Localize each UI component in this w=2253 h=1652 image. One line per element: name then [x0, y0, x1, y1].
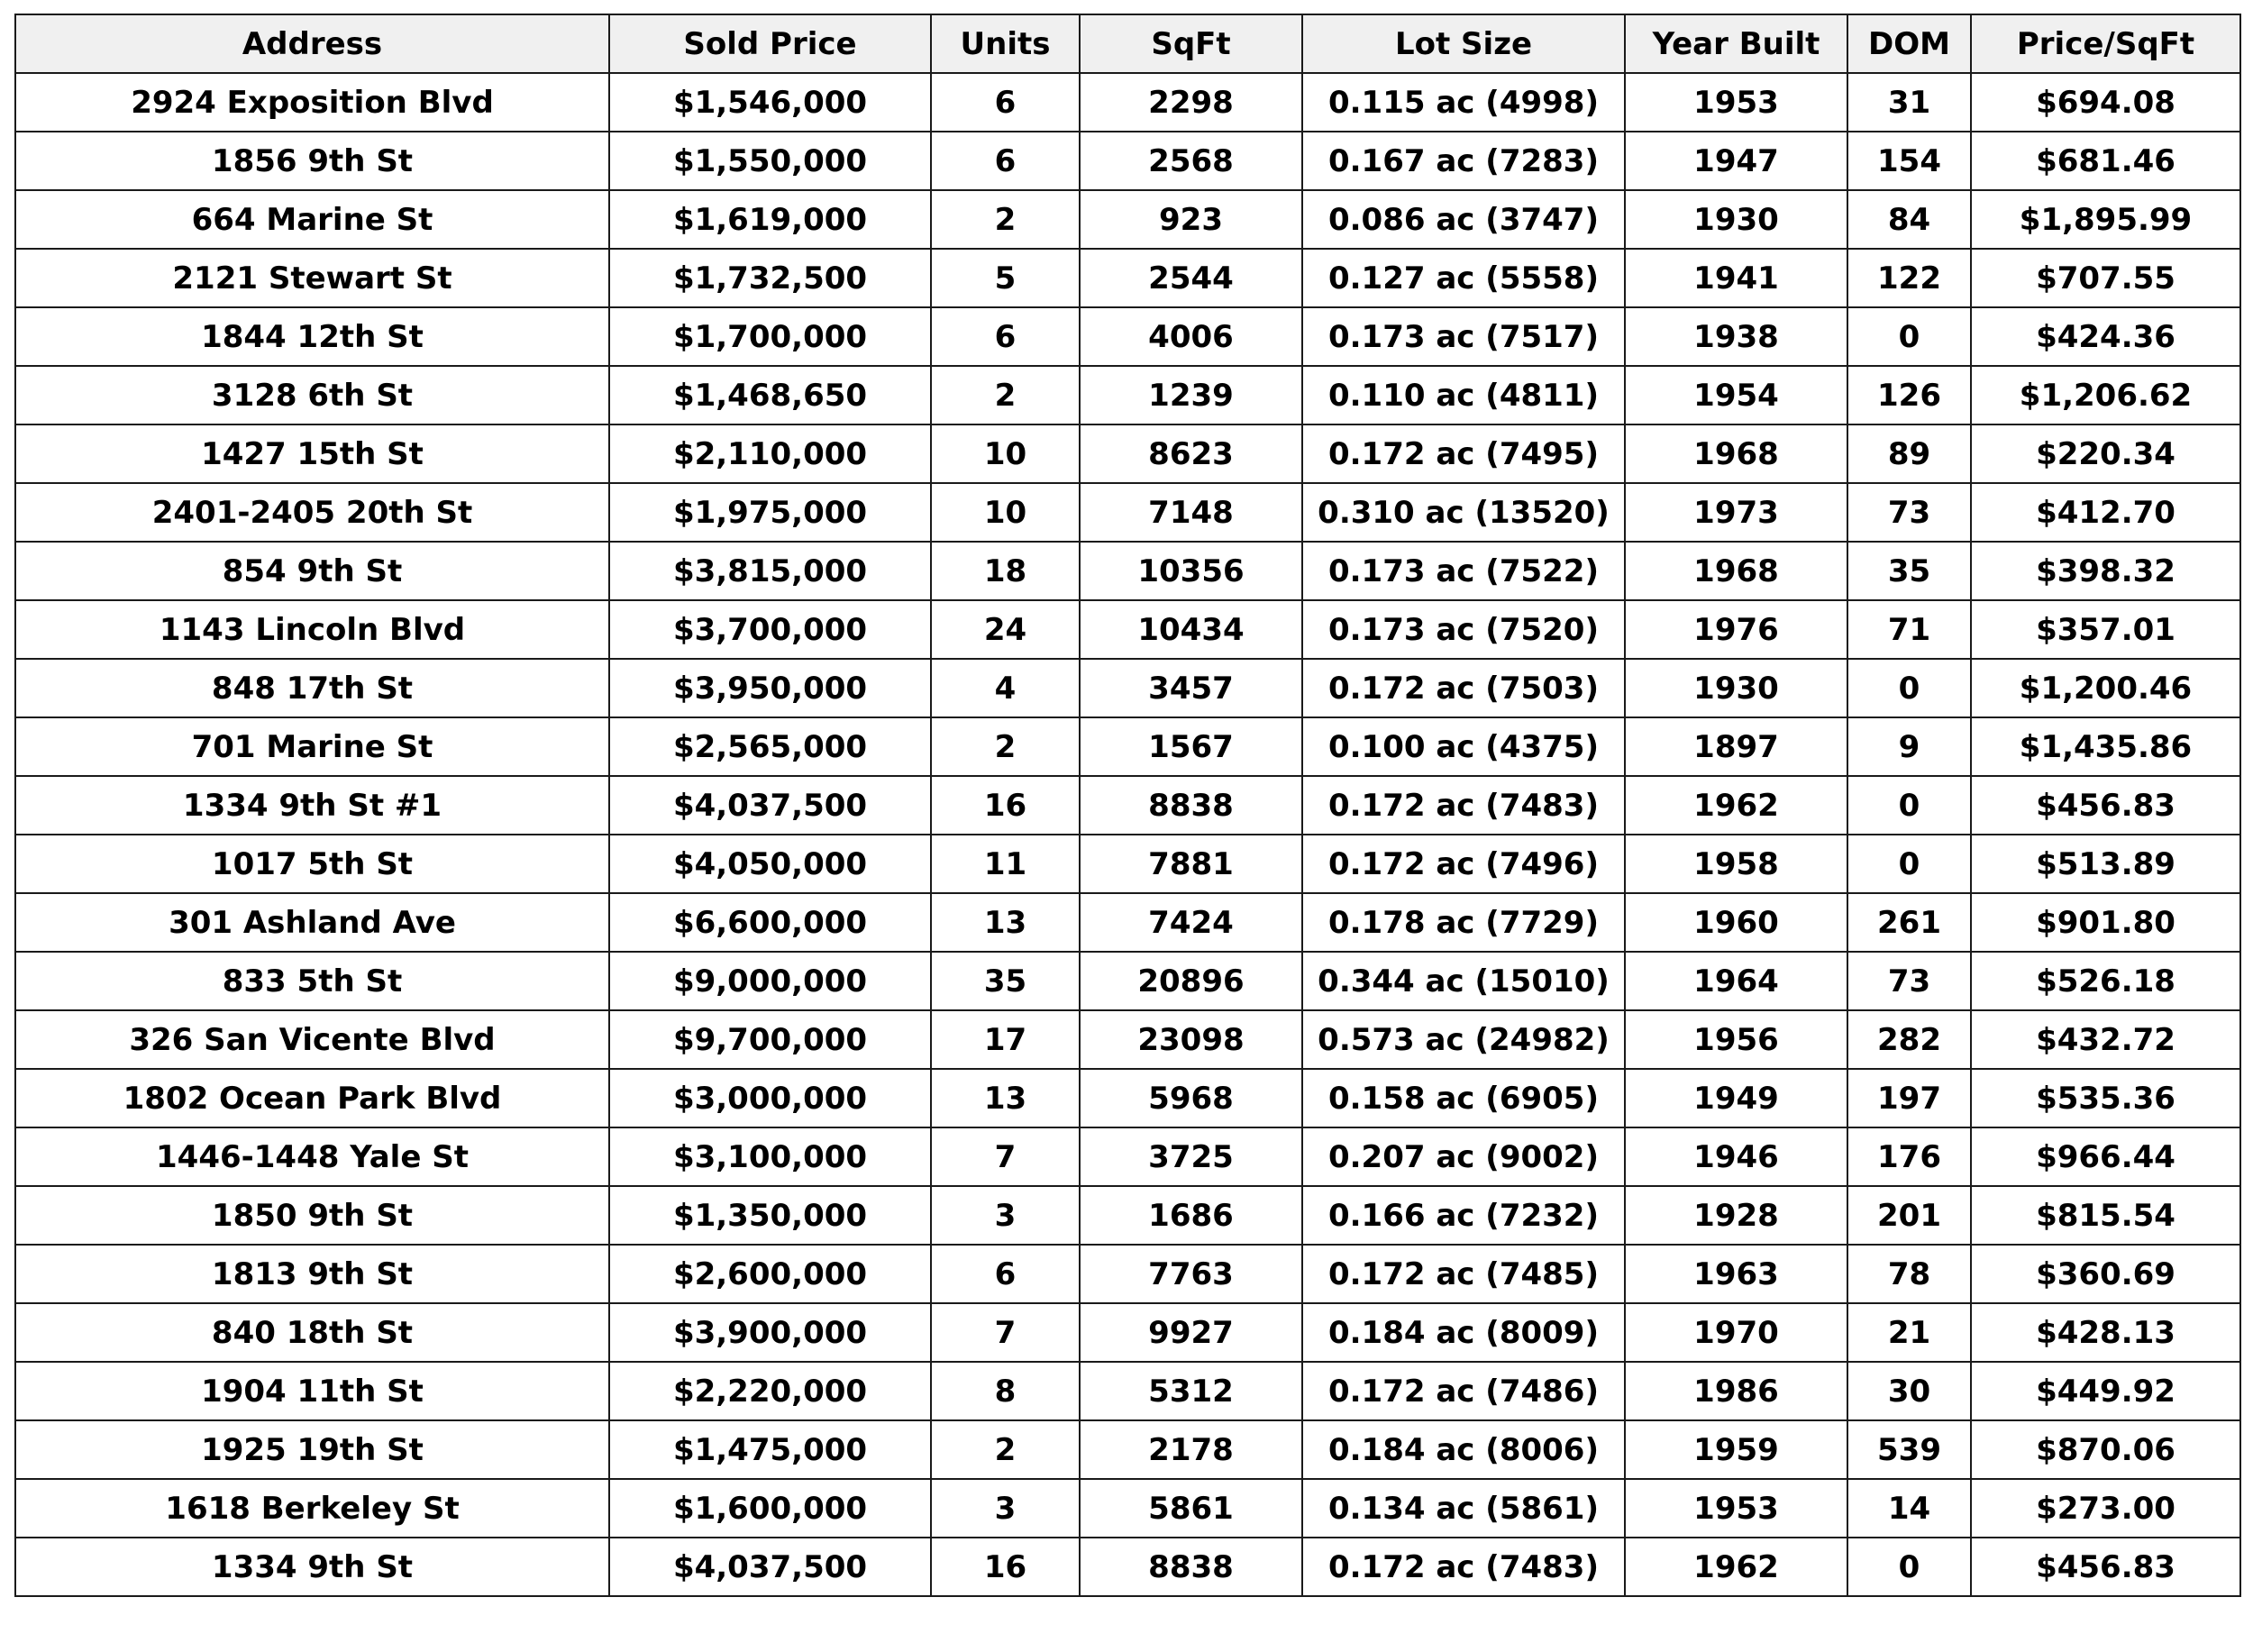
cell-units: 7: [931, 1127, 1080, 1186]
column-header-sold-price: Sold Price: [609, 14, 931, 73]
sales-table-container: [14, 14, 2239, 1597]
cell-price-sqft: $1,435.86: [1971, 717, 2240, 776]
cell-lot-size: 0.344 ac (15010): [1302, 952, 1625, 1010]
cell-sold-price: $9,700,000: [609, 1010, 931, 1069]
cell-price-sqft: $456.83: [1971, 1538, 2240, 1596]
cell-sold-price: $3,815,000: [609, 542, 931, 600]
cell-lot-size: 0.573 ac (24982): [1302, 1010, 1625, 1069]
table-row: [15, 1010, 2240, 1069]
cell-sold-price: $2,565,000: [609, 717, 931, 776]
cell-address: 1017 5th St: [15, 835, 609, 893]
cell-lot-size: 0.172 ac (7485): [1302, 1245, 1625, 1303]
cell-sold-price: $1,475,000: [609, 1420, 931, 1479]
cell-dom: 73: [1847, 952, 1971, 1010]
cell-dom: 14: [1847, 1479, 1971, 1538]
table-row: [15, 1479, 2240, 1538]
cell-year-built: 1976: [1625, 600, 1847, 659]
cell-lot-size: 0.115 ac (4998): [1302, 73, 1625, 132]
table-row: [15, 73, 2240, 132]
cell-sold-price: $4,037,500: [609, 1538, 931, 1596]
cell-sold-price: $3,700,000: [609, 600, 931, 659]
cell-sold-price: $2,600,000: [609, 1245, 931, 1303]
cell-dom: 89: [1847, 424, 1971, 483]
cell-price-sqft: $966.44: [1971, 1127, 2240, 1186]
table-row: [15, 893, 2240, 952]
cell-year-built: 1968: [1625, 542, 1847, 600]
cell-year-built: 1970: [1625, 1303, 1847, 1362]
cell-sqft: 5861: [1080, 1479, 1302, 1538]
cell-year-built: 1930: [1625, 190, 1847, 249]
table-row: [15, 1420, 2240, 1479]
cell-units: 2: [931, 190, 1080, 249]
cell-year-built: 1958: [1625, 835, 1847, 893]
table-row: [15, 424, 2240, 483]
cell-price-sqft: $357.01: [1971, 600, 2240, 659]
column-header-lot-size: Lot Size: [1302, 14, 1625, 73]
cell-sqft: 5312: [1080, 1362, 1302, 1420]
table-row: [15, 249, 2240, 307]
table-row: [15, 307, 2240, 366]
cell-price-sqft: $220.34: [1971, 424, 2240, 483]
cell-sqft: 4006: [1080, 307, 1302, 366]
cell-price-sqft: $1,200.46: [1971, 659, 2240, 717]
cell-dom: 126: [1847, 366, 1971, 424]
cell-sqft: 7881: [1080, 835, 1302, 893]
cell-lot-size: 0.166 ac (7232): [1302, 1186, 1625, 1245]
cell-address: 1446-1448 Yale St: [15, 1127, 609, 1186]
cell-sold-price: $3,000,000: [609, 1069, 931, 1127]
cell-dom: 78: [1847, 1245, 1971, 1303]
cell-dom: 71: [1847, 600, 1971, 659]
cell-year-built: 1949: [1625, 1069, 1847, 1127]
cell-year-built: 1973: [1625, 483, 1847, 542]
cell-lot-size: 0.086 ac (3747): [1302, 190, 1625, 249]
cell-lot-size: 0.178 ac (7729): [1302, 893, 1625, 952]
cell-lot-size: 0.172 ac (7503): [1302, 659, 1625, 717]
cell-lot-size: 0.310 ac (13520): [1302, 483, 1625, 542]
cell-dom: 0: [1847, 1538, 1971, 1596]
cell-units: 10: [931, 424, 1080, 483]
cell-lot-size: 0.134 ac (5861): [1302, 1479, 1625, 1538]
cell-sqft: 7424: [1080, 893, 1302, 952]
cell-sold-price: $3,900,000: [609, 1303, 931, 1362]
table-row: [15, 835, 2240, 893]
cell-dom: 73: [1847, 483, 1971, 542]
cell-sqft: 1239: [1080, 366, 1302, 424]
cell-lot-size: 0.184 ac (8006): [1302, 1420, 1625, 1479]
cell-sqft: 2544: [1080, 249, 1302, 307]
cell-lot-size: 0.172 ac (7495): [1302, 424, 1625, 483]
cell-sold-price: $4,050,000: [609, 835, 931, 893]
cell-address: 833 5th St: [15, 952, 609, 1010]
cell-units: 8: [931, 1362, 1080, 1420]
column-header-sqft: SqFt: [1080, 14, 1302, 73]
cell-sqft: 20896: [1080, 952, 1302, 1010]
cell-sold-price: $1,700,000: [609, 307, 931, 366]
cell-sold-price: $4,037,500: [609, 776, 931, 835]
cell-year-built: 1938: [1625, 307, 1847, 366]
table-header: [15, 14, 2240, 73]
cell-year-built: 1941: [1625, 249, 1847, 307]
cell-year-built: 1956: [1625, 1010, 1847, 1069]
cell-sold-price: $9,000,000: [609, 952, 931, 1010]
cell-address: 1427 15th St: [15, 424, 609, 483]
cell-units: 2: [931, 1420, 1080, 1479]
cell-lot-size: 0.207 ac (9002): [1302, 1127, 1625, 1186]
cell-price-sqft: $424.36: [1971, 307, 2240, 366]
cell-year-built: 1954: [1625, 366, 1847, 424]
column-header-dom: DOM: [1847, 14, 1971, 73]
cell-year-built: 1953: [1625, 1479, 1847, 1538]
table-row: [15, 600, 2240, 659]
cell-sold-price: $3,100,000: [609, 1127, 931, 1186]
table-body: [15, 73, 2240, 1596]
cell-address: 2401-2405 20th St: [15, 483, 609, 542]
cell-units: 6: [931, 73, 1080, 132]
column-header-price-sqft: Price/SqFt: [1971, 14, 2240, 73]
cell-sold-price: $3,950,000: [609, 659, 931, 717]
cell-units: 6: [931, 132, 1080, 190]
cell-price-sqft: $815.54: [1971, 1186, 2240, 1245]
cell-units: 16: [931, 776, 1080, 835]
cell-price-sqft: $412.70: [1971, 483, 2240, 542]
column-header-year-built: Year Built: [1625, 14, 1847, 73]
table-row: [15, 1362, 2240, 1420]
table-row: [15, 717, 2240, 776]
cell-year-built: 1962: [1625, 1538, 1847, 1596]
cell-units: 2: [931, 717, 1080, 776]
cell-lot-size: 0.184 ac (8009): [1302, 1303, 1625, 1362]
table-row: [15, 132, 2240, 190]
cell-address: 2924 Exposition Blvd: [15, 73, 609, 132]
cell-sqft: 2568: [1080, 132, 1302, 190]
cell-units: 24: [931, 600, 1080, 659]
cell-address: 1334 9th St: [15, 1538, 609, 1596]
cell-address: 854 9th St: [15, 542, 609, 600]
cell-sold-price: $1,550,000: [609, 132, 931, 190]
cell-sqft: 8623: [1080, 424, 1302, 483]
cell-sqft: 1567: [1080, 717, 1302, 776]
cell-dom: 0: [1847, 307, 1971, 366]
cell-sqft: 3457: [1080, 659, 1302, 717]
table-row: [15, 542, 2240, 600]
cell-price-sqft: $513.89: [1971, 835, 2240, 893]
cell-address: 701 Marine St: [15, 717, 609, 776]
cell-year-built: 1959: [1625, 1420, 1847, 1479]
cell-units: 17: [931, 1010, 1080, 1069]
table-row: [15, 366, 2240, 424]
cell-units: 5: [931, 249, 1080, 307]
cell-units: 3: [931, 1186, 1080, 1245]
cell-sqft: 23098: [1080, 1010, 1302, 1069]
table-row: [15, 1127, 2240, 1186]
cell-sqft: 8838: [1080, 1538, 1302, 1596]
cell-price-sqft: $694.08: [1971, 73, 2240, 132]
cell-year-built: 1968: [1625, 424, 1847, 483]
cell-price-sqft: $870.06: [1971, 1420, 2240, 1479]
cell-sold-price: $1,732,500: [609, 249, 931, 307]
cell-sold-price: $6,600,000: [609, 893, 931, 952]
cell-lot-size: 0.173 ac (7520): [1302, 600, 1625, 659]
table-row: [15, 776, 2240, 835]
table-row: [15, 1303, 2240, 1362]
cell-lot-size: 0.100 ac (4375): [1302, 717, 1625, 776]
header-row: [15, 14, 2240, 73]
cell-year-built: 1986: [1625, 1362, 1847, 1420]
cell-address: 1813 9th St: [15, 1245, 609, 1303]
cell-year-built: 1953: [1625, 73, 1847, 132]
table-row: [15, 483, 2240, 542]
cell-price-sqft: $1,206.62: [1971, 366, 2240, 424]
cell-address: 1904 11th St: [15, 1362, 609, 1420]
cell-year-built: 1946: [1625, 1127, 1847, 1186]
cell-sqft: 7763: [1080, 1245, 1302, 1303]
cell-units: 6: [931, 307, 1080, 366]
cell-sqft: 1686: [1080, 1186, 1302, 1245]
cell-address: 1856 9th St: [15, 132, 609, 190]
cell-year-built: 1928: [1625, 1186, 1847, 1245]
cell-dom: 282: [1847, 1010, 1971, 1069]
cell-year-built: 1964: [1625, 952, 1847, 1010]
cell-address: 1143 Lincoln Blvd: [15, 600, 609, 659]
cell-year-built: 1963: [1625, 1245, 1847, 1303]
cell-lot-size: 0.172 ac (7496): [1302, 835, 1625, 893]
cell-year-built: 1962: [1625, 776, 1847, 835]
cell-address: 840 18th St: [15, 1303, 609, 1362]
cell-dom: 35: [1847, 542, 1971, 600]
cell-sold-price: $2,110,000: [609, 424, 931, 483]
cell-sqft: 10356: [1080, 542, 1302, 600]
cell-price-sqft: $1,895.99: [1971, 190, 2240, 249]
cell-units: 16: [931, 1538, 1080, 1596]
cell-units: 3: [931, 1479, 1080, 1538]
cell-price-sqft: $901.80: [1971, 893, 2240, 952]
cell-address: 1802 Ocean Park Blvd: [15, 1069, 609, 1127]
cell-sqft: 10434: [1080, 600, 1302, 659]
cell-units: 11: [931, 835, 1080, 893]
cell-lot-size: 0.173 ac (7517): [1302, 307, 1625, 366]
cell-units: 7: [931, 1303, 1080, 1362]
cell-sqft: 3725: [1080, 1127, 1302, 1186]
cell-address: 301 Ashland Ave: [15, 893, 609, 952]
cell-sold-price: $1,468,650: [609, 366, 931, 424]
cell-year-built: 1960: [1625, 893, 1847, 952]
cell-sqft: 923: [1080, 190, 1302, 249]
cell-lot-size: 0.172 ac (7486): [1302, 1362, 1625, 1420]
cell-units: 13: [931, 893, 1080, 952]
cell-sold-price: $1,546,000: [609, 73, 931, 132]
cell-units: 18: [931, 542, 1080, 600]
cell-dom: 197: [1847, 1069, 1971, 1127]
cell-sold-price: $1,619,000: [609, 190, 931, 249]
cell-price-sqft: $432.72: [1971, 1010, 2240, 1069]
cell-units: 13: [931, 1069, 1080, 1127]
cell-dom: 0: [1847, 776, 1971, 835]
cell-lot-size: 0.158 ac (6905): [1302, 1069, 1625, 1127]
cell-address: 848 17th St: [15, 659, 609, 717]
cell-sqft: 9927: [1080, 1303, 1302, 1362]
cell-dom: 21: [1847, 1303, 1971, 1362]
cell-dom: 539: [1847, 1420, 1971, 1479]
cell-address: 1850 9th St: [15, 1186, 609, 1245]
column-header-address: Address: [15, 14, 609, 73]
cell-dom: 84: [1847, 190, 1971, 249]
cell-address: 1618 Berkeley St: [15, 1479, 609, 1538]
cell-lot-size: 0.127 ac (5558): [1302, 249, 1625, 307]
cell-dom: 201: [1847, 1186, 1971, 1245]
cell-lot-size: 0.172 ac (7483): [1302, 1538, 1625, 1596]
cell-dom: 30: [1847, 1362, 1971, 1420]
cell-price-sqft: $707.55: [1971, 249, 2240, 307]
cell-price-sqft: $360.69: [1971, 1245, 2240, 1303]
cell-sqft: 2178: [1080, 1420, 1302, 1479]
cell-price-sqft: $526.18: [1971, 952, 2240, 1010]
cell-dom: 154: [1847, 132, 1971, 190]
cell-price-sqft: $535.36: [1971, 1069, 2240, 1127]
cell-address: 3128 6th St: [15, 366, 609, 424]
cell-sqft: 5968: [1080, 1069, 1302, 1127]
cell-address: 326 San Vicente Blvd: [15, 1010, 609, 1069]
cell-units: 35: [931, 952, 1080, 1010]
cell-dom: 0: [1847, 659, 1971, 717]
cell-dom: 9: [1847, 717, 1971, 776]
cell-price-sqft: $681.46: [1971, 132, 2240, 190]
table-row: [15, 1069, 2240, 1127]
table-row: [15, 1538, 2240, 1596]
column-header-units: Units: [931, 14, 1080, 73]
cell-address: 1844 12th St: [15, 307, 609, 366]
cell-sqft: 7148: [1080, 483, 1302, 542]
cell-sold-price: $1,600,000: [609, 1479, 931, 1538]
cell-units: 2: [931, 366, 1080, 424]
cell-sold-price: $1,975,000: [609, 483, 931, 542]
cell-sold-price: $2,220,000: [609, 1362, 931, 1420]
cell-dom: 176: [1847, 1127, 1971, 1186]
cell-dom: 0: [1847, 835, 1971, 893]
cell-units: 6: [931, 1245, 1080, 1303]
cell-sqft: 8838: [1080, 776, 1302, 835]
cell-dom: 261: [1847, 893, 1971, 952]
cell-units: 4: [931, 659, 1080, 717]
cell-price-sqft: $456.83: [1971, 776, 2240, 835]
table-row: [15, 952, 2240, 1010]
cell-address: 2121 Stewart St: [15, 249, 609, 307]
cell-price-sqft: $273.00: [1971, 1479, 2240, 1538]
cell-address: 1925 19th St: [15, 1420, 609, 1479]
cell-address: 664 Marine St: [15, 190, 609, 249]
cell-dom: 122: [1847, 249, 1971, 307]
cell-lot-size: 0.110 ac (4811): [1302, 366, 1625, 424]
cell-price-sqft: $398.32: [1971, 542, 2240, 600]
table-row: [15, 659, 2240, 717]
cell-lot-size: 0.167 ac (7283): [1302, 132, 1625, 190]
cell-year-built: 1930: [1625, 659, 1847, 717]
cell-address: 1334 9th St #1: [15, 776, 609, 835]
cell-sqft: 2298: [1080, 73, 1302, 132]
sales-table: [14, 14, 2241, 1597]
table-row: [15, 1245, 2240, 1303]
cell-price-sqft: $428.13: [1971, 1303, 2240, 1362]
cell-sold-price: $1,350,000: [609, 1186, 931, 1245]
cell-year-built: 1897: [1625, 717, 1847, 776]
cell-price-sqft: $449.92: [1971, 1362, 2240, 1420]
table-row: [15, 190, 2240, 249]
table-row: [15, 1186, 2240, 1245]
cell-lot-size: 0.172 ac (7483): [1302, 776, 1625, 835]
cell-lot-size: 0.173 ac (7522): [1302, 542, 1625, 600]
cell-units: 10: [931, 483, 1080, 542]
cell-year-built: 1947: [1625, 132, 1847, 190]
cell-dom: 31: [1847, 73, 1971, 132]
